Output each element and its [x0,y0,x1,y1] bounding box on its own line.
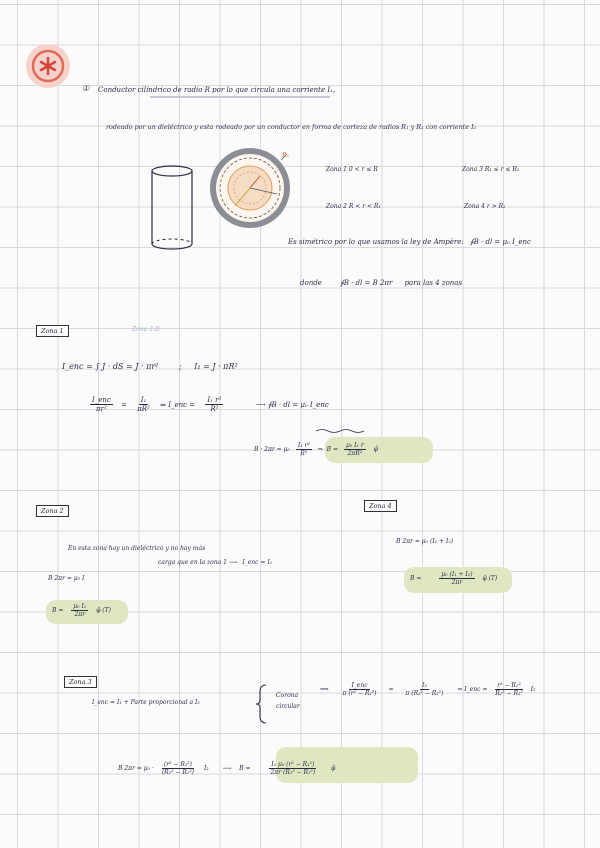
zona3-corona: Corona circular [276,692,300,710]
fig-label-r2: R₂ [282,152,289,159]
zona3-ienc: I_enc = I₁ + Parte proporcional a I₂ [92,699,200,706]
zona1-proportion: $\frac{\text{I\_enc}}{\text{πr²}}$ = $\frac{\text{I₁}}{\text{πR²}}$ ⇒ I_enc = $\frac{\text{I₁ r²}}{\text{R²}}$ ⟶ ∮B · dl = μ₀ I_enc [92,396,329,413]
zona2-definition: Zona 2 R < r < R₁ [326,203,381,210]
zona3-definition: Zona 3 R₁ ≤ r ≤ R₂ [462,166,520,173]
zona2-text1: En esta zona hay un dieléctrico y no hay más [68,545,206,552]
brace-icon [256,684,268,724]
zona4-b-result: B = $\frac{\text{μ₀ (I₁ + I₂)}}{2\pi r}$ φ̂ (T) [410,571,498,586]
zona4-b-line: B 2πr = μ₀ (I₁ + I₂) [396,538,454,545]
symmetry-text: Es simétrico por lo que usamos la ley de Ampère: ∮B · dl = μ₀ I_enc [288,238,531,246]
zona1-b-result: B · 2πr = μ₀ $\frac{\text{I₁ r²}}{\text{R²}}$ ⇒ B = $\frac{\text{μ₀ I₁ r}}{\text{2πR²}}$ φ̂ [254,442,378,457]
cross-section-figure [205,146,300,236]
loop-result: ∮B · dl = B 2πr [340,279,393,287]
zona1-squiggle [316,419,366,425]
zona4-definition: Zona 4 r > R₂ [464,203,506,210]
zona1-ienc-def: I_enc = ∫ J · dS = J · πr² ; I₁ = J · πR² [62,362,238,371]
zona2-text2: carga que en la zona 1 ⟶ I_enc = I₁ [158,559,273,566]
problem-title: Conductor cilíndrico de radio R por lo que circula una corriente I₁, [98,86,336,94]
cylinder-figure [148,162,198,254]
loop-result-line: donde ∮B · dl = B 2πr para las 4 zonas [300,279,463,287]
asterisk-badge-icon [24,42,72,90]
zona3-label: Zona 3 [64,676,97,688]
zona3-proportion: ⟹ $\frac{\text{I\_enc}}{\text{π (r² − R₁²)}}$ = $\frac{\text{I₂}}{\text{π (R₂² − R₁²)}}$ ⇒ I_enc = $\frac{\text{r² − R₁²}}{\text{R₂² − R₁²}}$ I₂ [320,682,536,697]
zona1-definition: Zona 1 0 < r ≤ R [326,166,378,173]
zona2-label: Zona 2 [36,505,69,517]
zona4-label: Zona 4 [364,500,397,512]
problem-number: ① [82,84,90,93]
zona1-label: Zona 1 [36,325,69,337]
title-underline [150,96,330,98]
zona2-b-result: B = $\frac{\text{μ₀ I₁}}{2\pi r}$ φ̂ (T) [52,603,111,618]
problem-title-2: rodeado por un dieléctrico y esta rodeado por un conductor en forma de corteza de radios R₁ y R₂ con corriente I₂ [106,123,477,131]
zona2-b-line: B 2πr = μ₀ I [48,575,85,582]
zona1-faint-note: Zona 3 D [132,326,160,333]
ampere-law: ∮B · dl = μ₀ I_enc [470,238,531,246]
zona3-b-line: B 2πr = μ₀ · $\frac{\text{(r² − R₁²)}}{\text{(R₂² − R₁²)}}$ I₂ ⟶ B = $\frac{\text{I₂ μ₀ (r² − R₁²)}}{\text{2πr (R₂² − R₁²)}}$ φ̂ [118,761,336,776]
